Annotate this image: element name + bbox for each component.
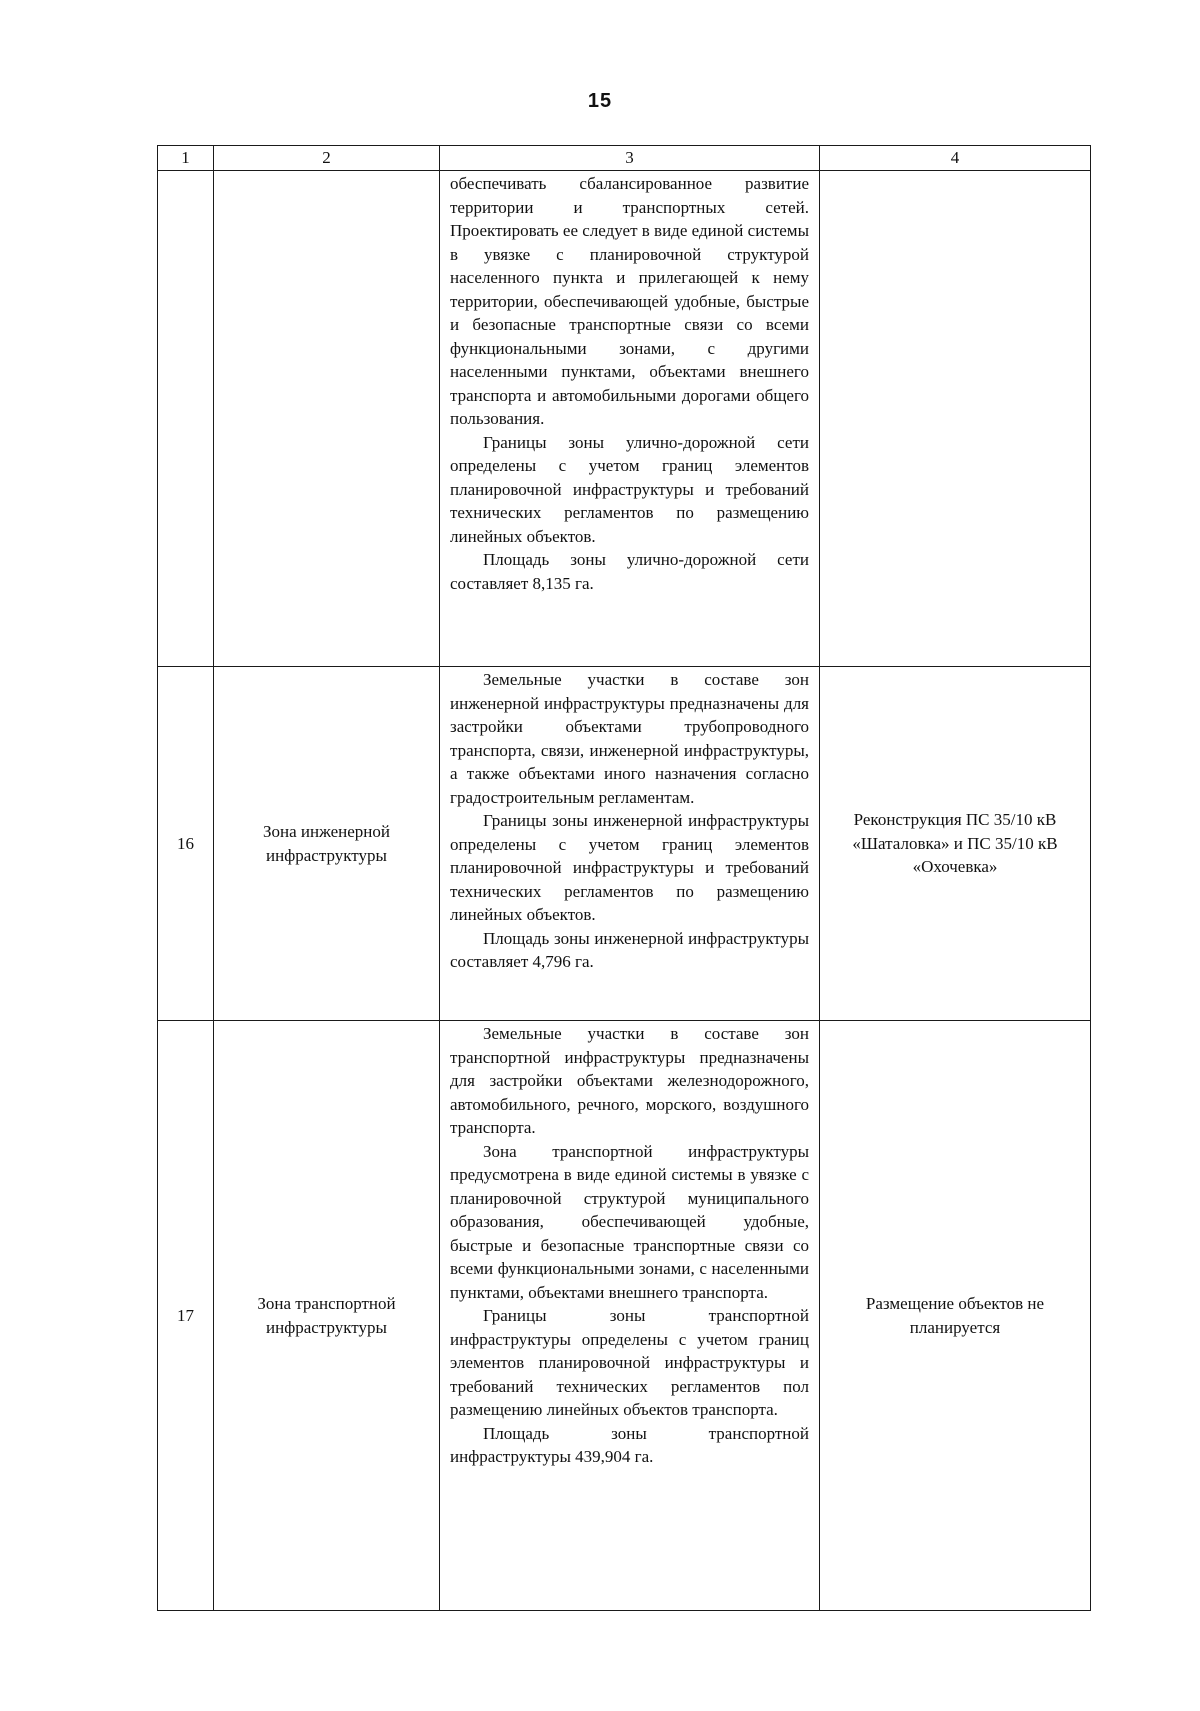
description-paragraph: Границы зоны транспортной инфраструктуры определены с учетом границ элементов планировочной инфраструктуры и требований технических регламентов пол размещению линейных объектов транспорта. — [450, 1306, 809, 1419]
zone-description-cell — [440, 1021, 820, 1611]
description-paragraph: Границы зоны улично-дорожной сети определены с учетом границ элементов планировочной инфраструктуры и требований технических регламентов по размещению линейных объектов. — [450, 432, 809, 546]
description-paragraph: Земельные участки в составе зон транспортной инфраструктуры предназначены для застройки объектами железнодорожного, автомобильного, речного, морского, воздушного транспорта. — [450, 1024, 809, 1137]
zone-name-cell — [214, 171, 440, 667]
zone-name-cell: Зона инженерной инфраструктуры — [214, 667, 440, 1021]
zones-table — [157, 145, 1091, 1611]
table-row-16 — [158, 667, 1091, 1021]
description-paragraph: Площадь зоны улично-дорожной сети составляет 8,135 га. — [450, 550, 809, 593]
table-row-continuation — [158, 171, 1091, 667]
planned-objects-cell: Реконструкция ПС 35/10 кВ «Шаталовка» и ПС 35/10 кВ «Охочевка» — [820, 667, 1091, 1021]
description-paragraph: Границы зоны инженерной инфраструктуры определены с учетом границ элементов планировочной инфраструктуры и требований технических регламентов по размещению линейных объектов. — [450, 811, 809, 924]
zone-description-cell — [440, 667, 820, 1021]
zone-description-cell — [440, 171, 820, 667]
column-header-1: 1 — [158, 146, 214, 171]
description-paragraph: Площадь зоны транспортной инфраструктуры 439,904 га. — [450, 1423, 809, 1466]
page-number: 15 — [587, 90, 613, 112]
description-paragraph: Площадь зоны инженерной инфраструктуры составляет 4,796 га. — [450, 928, 809, 971]
table-header-row — [158, 146, 1091, 171]
planned-objects-cell — [820, 171, 1091, 667]
description-paragraph: обеспечивать сбалансированное развитие территории и транспортных сетей. Проектировать ее следует в виде единой системы в увязке с планировочной структурой населенного пункта и прилегающей к нему территории, обеспечивающей удобные, быстрые и безопасные транспортные связи со всеми функциональными зонами, с другими населенными пунктами, объектами внешнего транспорта и автомобильными дорогами общего пользования. — [450, 174, 809, 428]
row-number-cell: 17 — [158, 1021, 214, 1611]
column-header-4: 4 — [820, 146, 1091, 171]
description-paragraph: Земельные участки в составе зон инженерной инфраструктуры предназначены для застройки объектами трубопроводного транспорта, связи, инженерной инфраструктуры, а также объектами иного назначения согласно градостроительным регламентам. — [450, 670, 809, 807]
row-number-cell — [158, 171, 214, 667]
column-header-2: 2 — [214, 146, 440, 171]
column-header-3: 3 — [440, 146, 820, 171]
description-paragraph: Зона транспортной инфраструктуры предусмотрена в виде единой системы в увязке с планировочной структурой муниципального образования, обеспечивающей удобные, быстрые и безопасные транспортные связи со всеми функциональными зонами, с населенными пунктами, объектами внешнего транспорта. — [450, 1141, 809, 1302]
zone-name-cell: Зона транспортной инфраструктуры — [214, 1021, 440, 1611]
planned-objects-cell: Размещение объектов не планируется — [820, 1021, 1091, 1611]
row-number-cell: 16 — [158, 667, 214, 1021]
table-row-17 — [158, 1021, 1091, 1611]
